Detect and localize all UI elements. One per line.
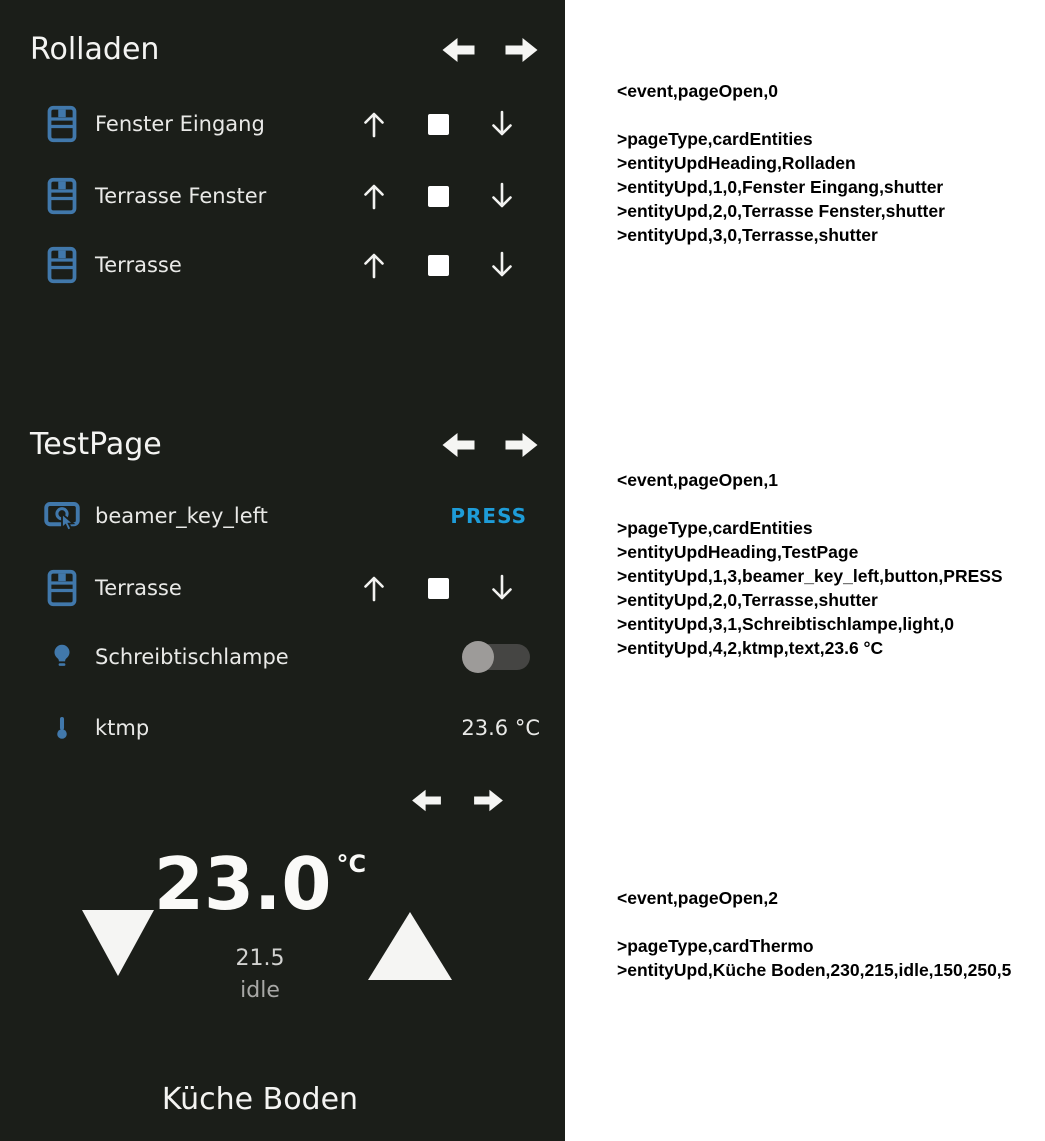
- log-line: [617, 103, 1037, 127]
- temperature-unit: °C: [336, 850, 367, 878]
- stop-square-icon: [428, 114, 449, 135]
- arrow-left-icon: [440, 430, 477, 460]
- shutter-down-button[interactable]: [489, 573, 515, 603]
- window-shutter-icon: [40, 176, 84, 216]
- arrow-right-icon: [472, 787, 505, 814]
- thermo-title: Küche Boden: [161, 1082, 359, 1117]
- entity-label: ktmp: [95, 716, 150, 740]
- temperature-value: 23.0: [153, 842, 332, 926]
- log-block-page0: [617, 79, 1037, 247]
- log-line: >entityUpdHeading,TestPage: [617, 542, 859, 562]
- log-line: >entityUpd,1,3,beamer_key_left,button,PRESS: [617, 566, 1003, 586]
- shutter-stop-button[interactable]: [427, 577, 449, 599]
- press-button[interactable]: PRESS: [450, 504, 527, 528]
- log-line: [617, 492, 1037, 516]
- log-line: >entityUpd,4,2,ktmp,text,23.6 °C: [617, 638, 884, 658]
- nav-next-button[interactable]: [472, 787, 505, 814]
- card-thermo: [0, 760, 565, 1141]
- entity-row: [0, 243, 565, 287]
- protocol-log: [565, 0, 1045, 1141]
- entity-label: Terrasse: [95, 253, 182, 277]
- shutter-down-button[interactable]: [489, 109, 515, 139]
- card-rolladen: [0, 0, 565, 420]
- shutter-up-button[interactable]: [361, 573, 387, 603]
- log-line: >entityUpd,1,0,Fenster Eingang,shutter: [617, 177, 944, 197]
- window-shutter-icon: [40, 104, 84, 144]
- entity-label: Terrasse Fenster: [95, 184, 267, 208]
- shutter-up-button[interactable]: [361, 181, 387, 211]
- shutter-up-button[interactable]: [361, 109, 387, 139]
- log-line: >entityUpdHeading,Rolladen: [617, 153, 856, 173]
- entity-label: Fenster Eingang: [95, 112, 265, 136]
- log-line: <event,pageOpen,1: [617, 470, 778, 490]
- log-line: <event,pageOpen,0: [617, 81, 778, 101]
- entity-row: [0, 706, 565, 750]
- log-line: >entityUpd,3,1,Schreibtischlampe,light,0: [617, 614, 954, 634]
- nav-next-button[interactable]: [503, 35, 540, 65]
- nav-prev-button[interactable]: [410, 787, 443, 814]
- entity-row: [0, 102, 565, 146]
- window-shutter-icon: [40, 245, 84, 285]
- entity-label: Terrasse: [95, 576, 182, 600]
- nav-prev-button[interactable]: [440, 430, 477, 460]
- arrow-right-icon: [503, 35, 540, 65]
- shutter-up-button[interactable]: [361, 250, 387, 280]
- entity-row: [0, 494, 565, 538]
- log-line: >pageType,cardEntities: [617, 129, 813, 149]
- log-line: >entityUpd,3,0,Terrasse,shutter: [617, 225, 878, 245]
- log-line: >pageType,cardEntities: [617, 518, 813, 538]
- thermometer-icon: [40, 711, 84, 745]
- nav-next-button[interactable]: [503, 430, 540, 460]
- card-testpage: [0, 420, 565, 760]
- entity-label: beamer_key_left: [95, 504, 268, 528]
- window-shutter-icon: [40, 568, 84, 608]
- log-block-page2: [617, 886, 1037, 982]
- page-title: Rolladen: [30, 32, 160, 67]
- arrow-left-icon: [410, 787, 443, 814]
- shutter-stop-button[interactable]: [427, 113, 449, 135]
- stop-square-icon: [428, 255, 449, 276]
- log-line: [617, 910, 1037, 934]
- stop-square-icon: [428, 186, 449, 207]
- log-line: <event,pageOpen,2: [617, 888, 778, 908]
- shutter-down-button[interactable]: [489, 250, 515, 280]
- shutter-down-button[interactable]: [489, 181, 515, 211]
- log-line: >pageType,cardThermo: [617, 936, 814, 956]
- gesture-tap-button-icon: [40, 498, 84, 534]
- shutter-stop-button[interactable]: [427, 254, 449, 276]
- stop-square-icon: [428, 578, 449, 599]
- log-line: >entityUpd,2,0,Terrasse Fenster,shutter: [617, 201, 945, 221]
- log-block-page1: [617, 468, 1037, 660]
- current-temperature: [120, 842, 400, 926]
- toggle-knob: [462, 641, 494, 673]
- log-line: >entityUpd,Küche Boden,230,215,idle,150,250,5: [617, 960, 1012, 980]
- page-title: TestPage: [30, 427, 162, 462]
- sensor-value: 23.6 °C: [461, 716, 540, 740]
- shutter-stop-button[interactable]: [427, 185, 449, 207]
- entity-row: [0, 174, 565, 218]
- target-temperature: 21.5: [235, 946, 285, 971]
- entity-row: [0, 566, 565, 610]
- arrow-left-icon: [440, 35, 477, 65]
- log-line: >entityUpd,2,0,Terrasse,shutter: [617, 590, 878, 610]
- light-bulb-icon: [40, 640, 84, 674]
- light-toggle-switch[interactable]: [462, 641, 530, 673]
- hvac-state: idle: [240, 978, 280, 1003]
- arrow-right-icon: [503, 430, 540, 460]
- nav-prev-button[interactable]: [440, 35, 477, 65]
- entity-label: Schreibtischlampe: [95, 645, 289, 669]
